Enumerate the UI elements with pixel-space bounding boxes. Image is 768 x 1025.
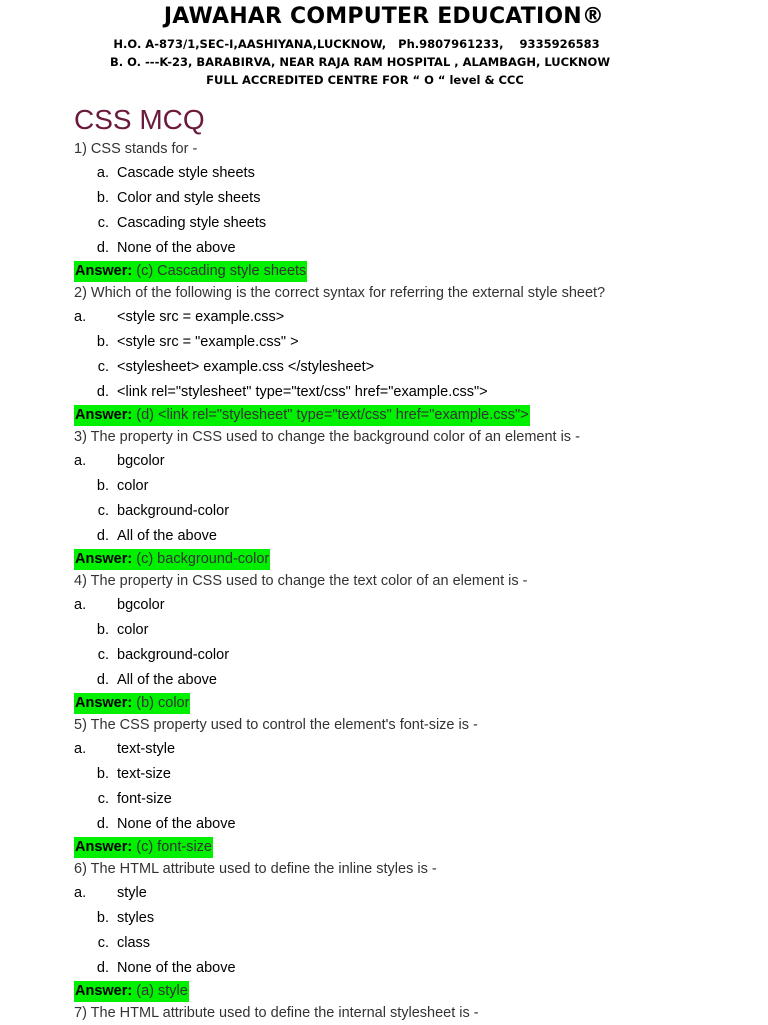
answer-6: [74, 981, 734, 1002]
option-letter: d.: [96, 384, 109, 400]
question-1: 1) CSS stands for -: [74, 141, 198, 157]
option-2b: [74, 330, 734, 355]
question-6: 6) The HTML attribute used to define the inline styles is -: [74, 861, 437, 877]
answer-highlight: [74, 549, 270, 570]
answer-text: (c) Cascading style sheets: [136, 263, 307, 279]
option-letter: c.: [97, 215, 109, 231]
branch-office-address: B. O. ---K-23, BARABIRVA, NEAR RAJA RAM HOSPITAL , ALAMBAGH, LUCKNOW: [109, 55, 611, 69]
option-text: background-color: [117, 647, 230, 663]
option-4c: [74, 643, 734, 668]
option-letter: b.: [96, 622, 109, 638]
option-4b: [74, 618, 734, 643]
option-text: styles: [117, 910, 155, 926]
option-5d: [74, 812, 734, 837]
answer-text: (d) <link rel="stylesheet" type="text/css" href="example.css">: [136, 407, 529, 423]
option-text: font-size: [117, 791, 172, 807]
option-1a: [74, 161, 734, 186]
option-4a: [74, 593, 734, 618]
option-letter: a.: [74, 453, 87, 469]
answer-text: (c) font-size: [136, 839, 212, 855]
option-text: color: [117, 622, 149, 638]
answer-4: [74, 693, 734, 714]
option-text: <style src = "example.css" >: [117, 334, 299, 350]
option-letter: b.: [96, 910, 109, 926]
option-letter: c.: [97, 503, 109, 519]
option-text: text-style: [117, 741, 176, 757]
answer-highlight: [74, 837, 213, 858]
document-title: CSS MCQ: [74, 104, 205, 135]
option-text: color: [117, 478, 149, 494]
question-2: 2) Which of the following is the correct syntax for referring the external style sheet?: [74, 285, 606, 301]
option-text: <stylesheet> example.css </stylesheet>: [117, 359, 375, 375]
head-office-address: H.O. A-873/1,SEC-I,AASHIYANA,LUCKNOW, Ph.9807961233, 9335926583: [113, 37, 600, 51]
option-5c: [74, 787, 734, 812]
option-text: All of the above: [117, 528, 217, 544]
option-letter: a.: [74, 597, 87, 613]
option-letter: d.: [96, 960, 109, 976]
option-letter: a.: [74, 309, 87, 325]
option-letter: c.: [97, 791, 109, 807]
option-text: None of the above: [117, 816, 236, 832]
answer-label: Answer:: [75, 839, 133, 855]
answer-2: [74, 405, 734, 426]
option-letter: c.: [97, 647, 109, 663]
option-1d: [74, 236, 734, 261]
option-5b: [74, 762, 734, 787]
option-letter: b.: [96, 190, 109, 206]
question-7: 7) The HTML attribute used to define the internal stylesheet is -: [74, 1005, 479, 1021]
answer-highlight: [74, 261, 307, 282]
answer-highlight: [74, 981, 189, 1002]
answer-label: Answer:: [75, 407, 133, 423]
option-letter: a.: [96, 165, 109, 181]
answer-text: (c) background-color: [136, 551, 270, 567]
question-4: 4) The property in CSS used to change the text color of an element is -: [74, 573, 528, 589]
option-letter: d.: [96, 816, 109, 832]
question-5: 5) The CSS property used to control the element's font-size is -: [74, 717, 478, 733]
option-letter: b.: [96, 766, 109, 782]
organization-title: JAWAHAR COMPUTER EDUCATION®: [163, 4, 605, 29]
option-text: bgcolor: [117, 597, 165, 613]
answer-1: [74, 261, 734, 282]
option-3b: [74, 474, 734, 499]
answer-text: (b) color: [136, 695, 190, 711]
option-3a: [74, 449, 734, 474]
answer-5: [74, 837, 734, 858]
option-3d: [74, 524, 734, 549]
option-text: Color and style sheets: [117, 190, 261, 206]
option-text: None of the above: [117, 960, 236, 976]
option-1b: [74, 186, 734, 211]
option-6c: [74, 931, 734, 956]
option-2c: [74, 355, 734, 380]
answer-label: Answer:: [75, 263, 133, 279]
option-text: style: [117, 885, 147, 901]
option-letter: b.: [96, 478, 109, 494]
option-text: text-size: [117, 766, 171, 782]
answer-highlight: [74, 405, 530, 426]
option-6d: [74, 956, 734, 981]
answer-highlight: [74, 693, 190, 714]
option-1c: [74, 211, 734, 236]
question-3: 3) The property in CSS used to change the background color of an element is -: [74, 429, 580, 445]
option-text: Cascade style sheets: [117, 165, 255, 181]
answer-label: Answer:: [75, 695, 133, 711]
document-header: [0, 0, 768, 89]
answer-label: Answer:: [75, 983, 133, 999]
option-text: Cascading style sheets: [117, 215, 267, 231]
option-3c: [74, 499, 734, 524]
option-text: None of the above: [117, 240, 236, 256]
option-2a: [74, 305, 734, 330]
option-letter: a.: [74, 741, 87, 757]
option-letter: d.: [96, 528, 109, 544]
option-letter: c.: [97, 359, 109, 375]
option-text: background-color: [117, 503, 230, 519]
answer-3: [74, 549, 734, 570]
question-list: [74, 138, 734, 1025]
option-letter: b.: [96, 334, 109, 350]
option-6a: [74, 881, 734, 906]
answer-text: (a) style: [136, 983, 188, 999]
option-letter: c.: [97, 935, 109, 951]
option-text: <style src = example.css>: [117, 309, 285, 325]
option-text: bgcolor: [117, 453, 165, 469]
option-text: class: [117, 935, 151, 951]
option-2d: [74, 380, 734, 405]
option-letter: a.: [74, 885, 87, 901]
option-letter: d.: [96, 240, 109, 256]
answer-label: Answer:: [75, 551, 133, 567]
option-text: All of the above: [117, 672, 217, 688]
option-6b: [74, 906, 734, 931]
option-4d: [74, 668, 734, 693]
option-text: <link rel="stylesheet" type="text/css" href="example.css">: [117, 384, 488, 400]
option-5a: [74, 737, 734, 762]
accreditation-line: FULL ACCREDITED CENTRE FOR “ O “ level & CCC: [206, 73, 524, 87]
option-letter: d.: [96, 672, 109, 688]
